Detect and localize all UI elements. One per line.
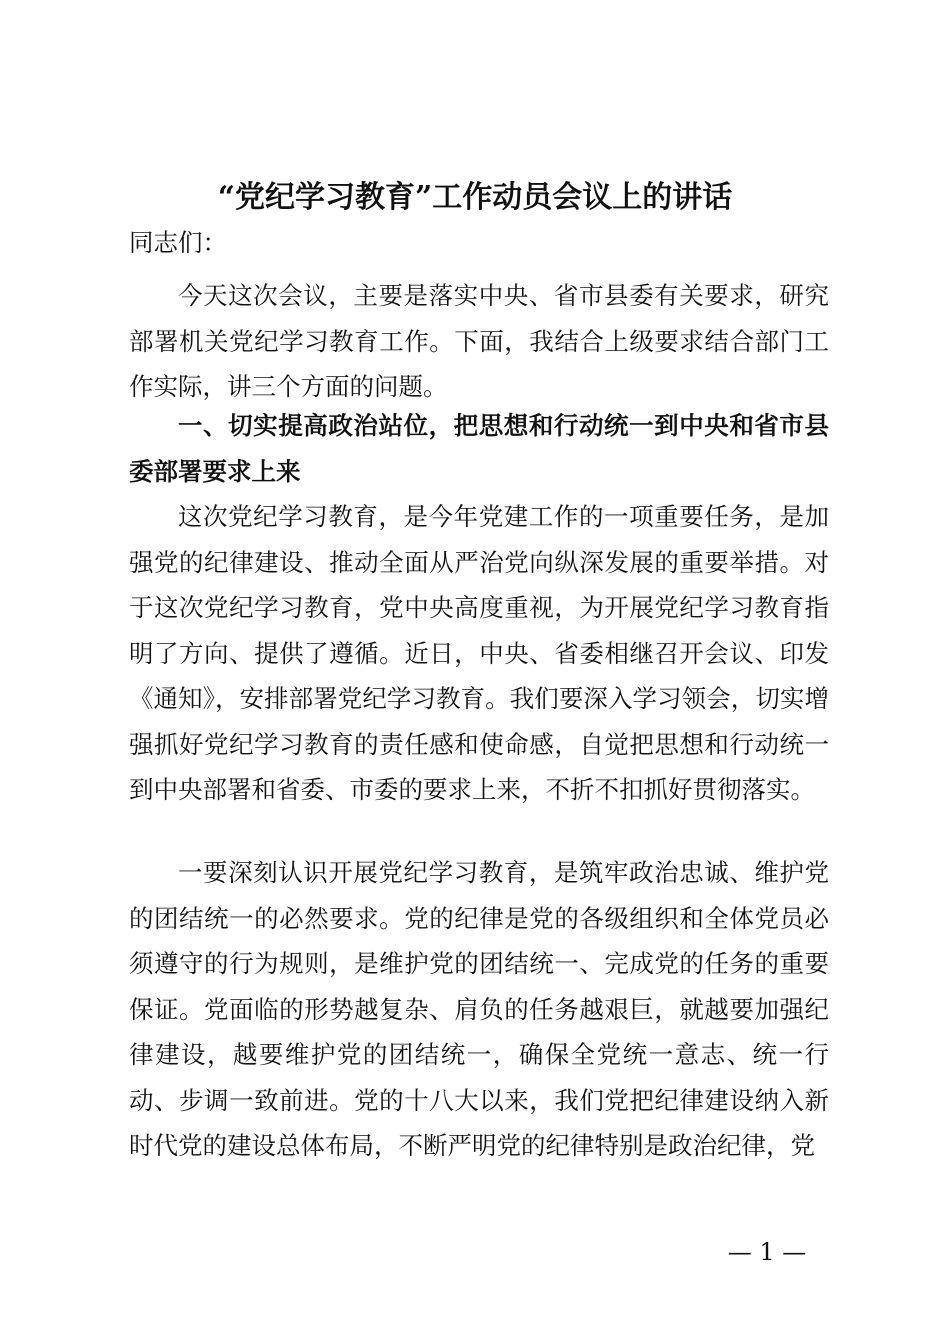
paragraph-intro: 今天这次会议，主要是落实中央、省市县委有关要求，研究部署机关党纪学习教育工作。下面，我结合上级要求结合部门工作实际，讲三个方面的问题。 (129, 281, 829, 401)
paragraph-point-1: 一要深刻认识开展党纪学习教育，是筑牢政治忠诚、维护党的团结统一的必然要求。党的纪律是党的各级组织和全体党员必须遵守的行为规则，是维护党的团结统一、完成党的任务的重要保证。党面临的形势越复杂、肩负的任务越艰巨，就越要加强纪律建设，越要维护党的团结统一，确保全党统一意志、统一行动、步调一致前进。党的十八大以来，我们党把纪律建设纳入新时代党的建设总体布局，不断严明党的纪律特别是政治纪律，党 (129, 858, 829, 1160)
salutation: 同志们： (129, 228, 227, 257)
section-heading-1: 一、切实提高政治站位，把思想和行动统一到中央和省市县委部署要求上来 (129, 411, 829, 486)
page-number: — 1 — (727, 1238, 807, 1266)
paragraph-section-1-overview: 这次党纪学习教育，是今年党建工作的一项重要任务，是加强党的纪律建设、推动全面从严治党向纵深发展的重要举措。对于这次党纪学习教育，党中央高度重视，为开展党纪学习教育指明了方向、提供了遵循。近日，中央、省委相继召开会议、印发《通知》，安排部署党纪学习教育。我们要深入学习领会，切实增强抓好党纪学习教育的责任感和使命感，自觉把思想和行动统一到中央部署和省委、市委的要求上来，不折不扣抓好贯彻落实。 (129, 502, 829, 804)
document-title: “党纪学习教育”工作动员会议上的讲话 (217, 180, 733, 215)
